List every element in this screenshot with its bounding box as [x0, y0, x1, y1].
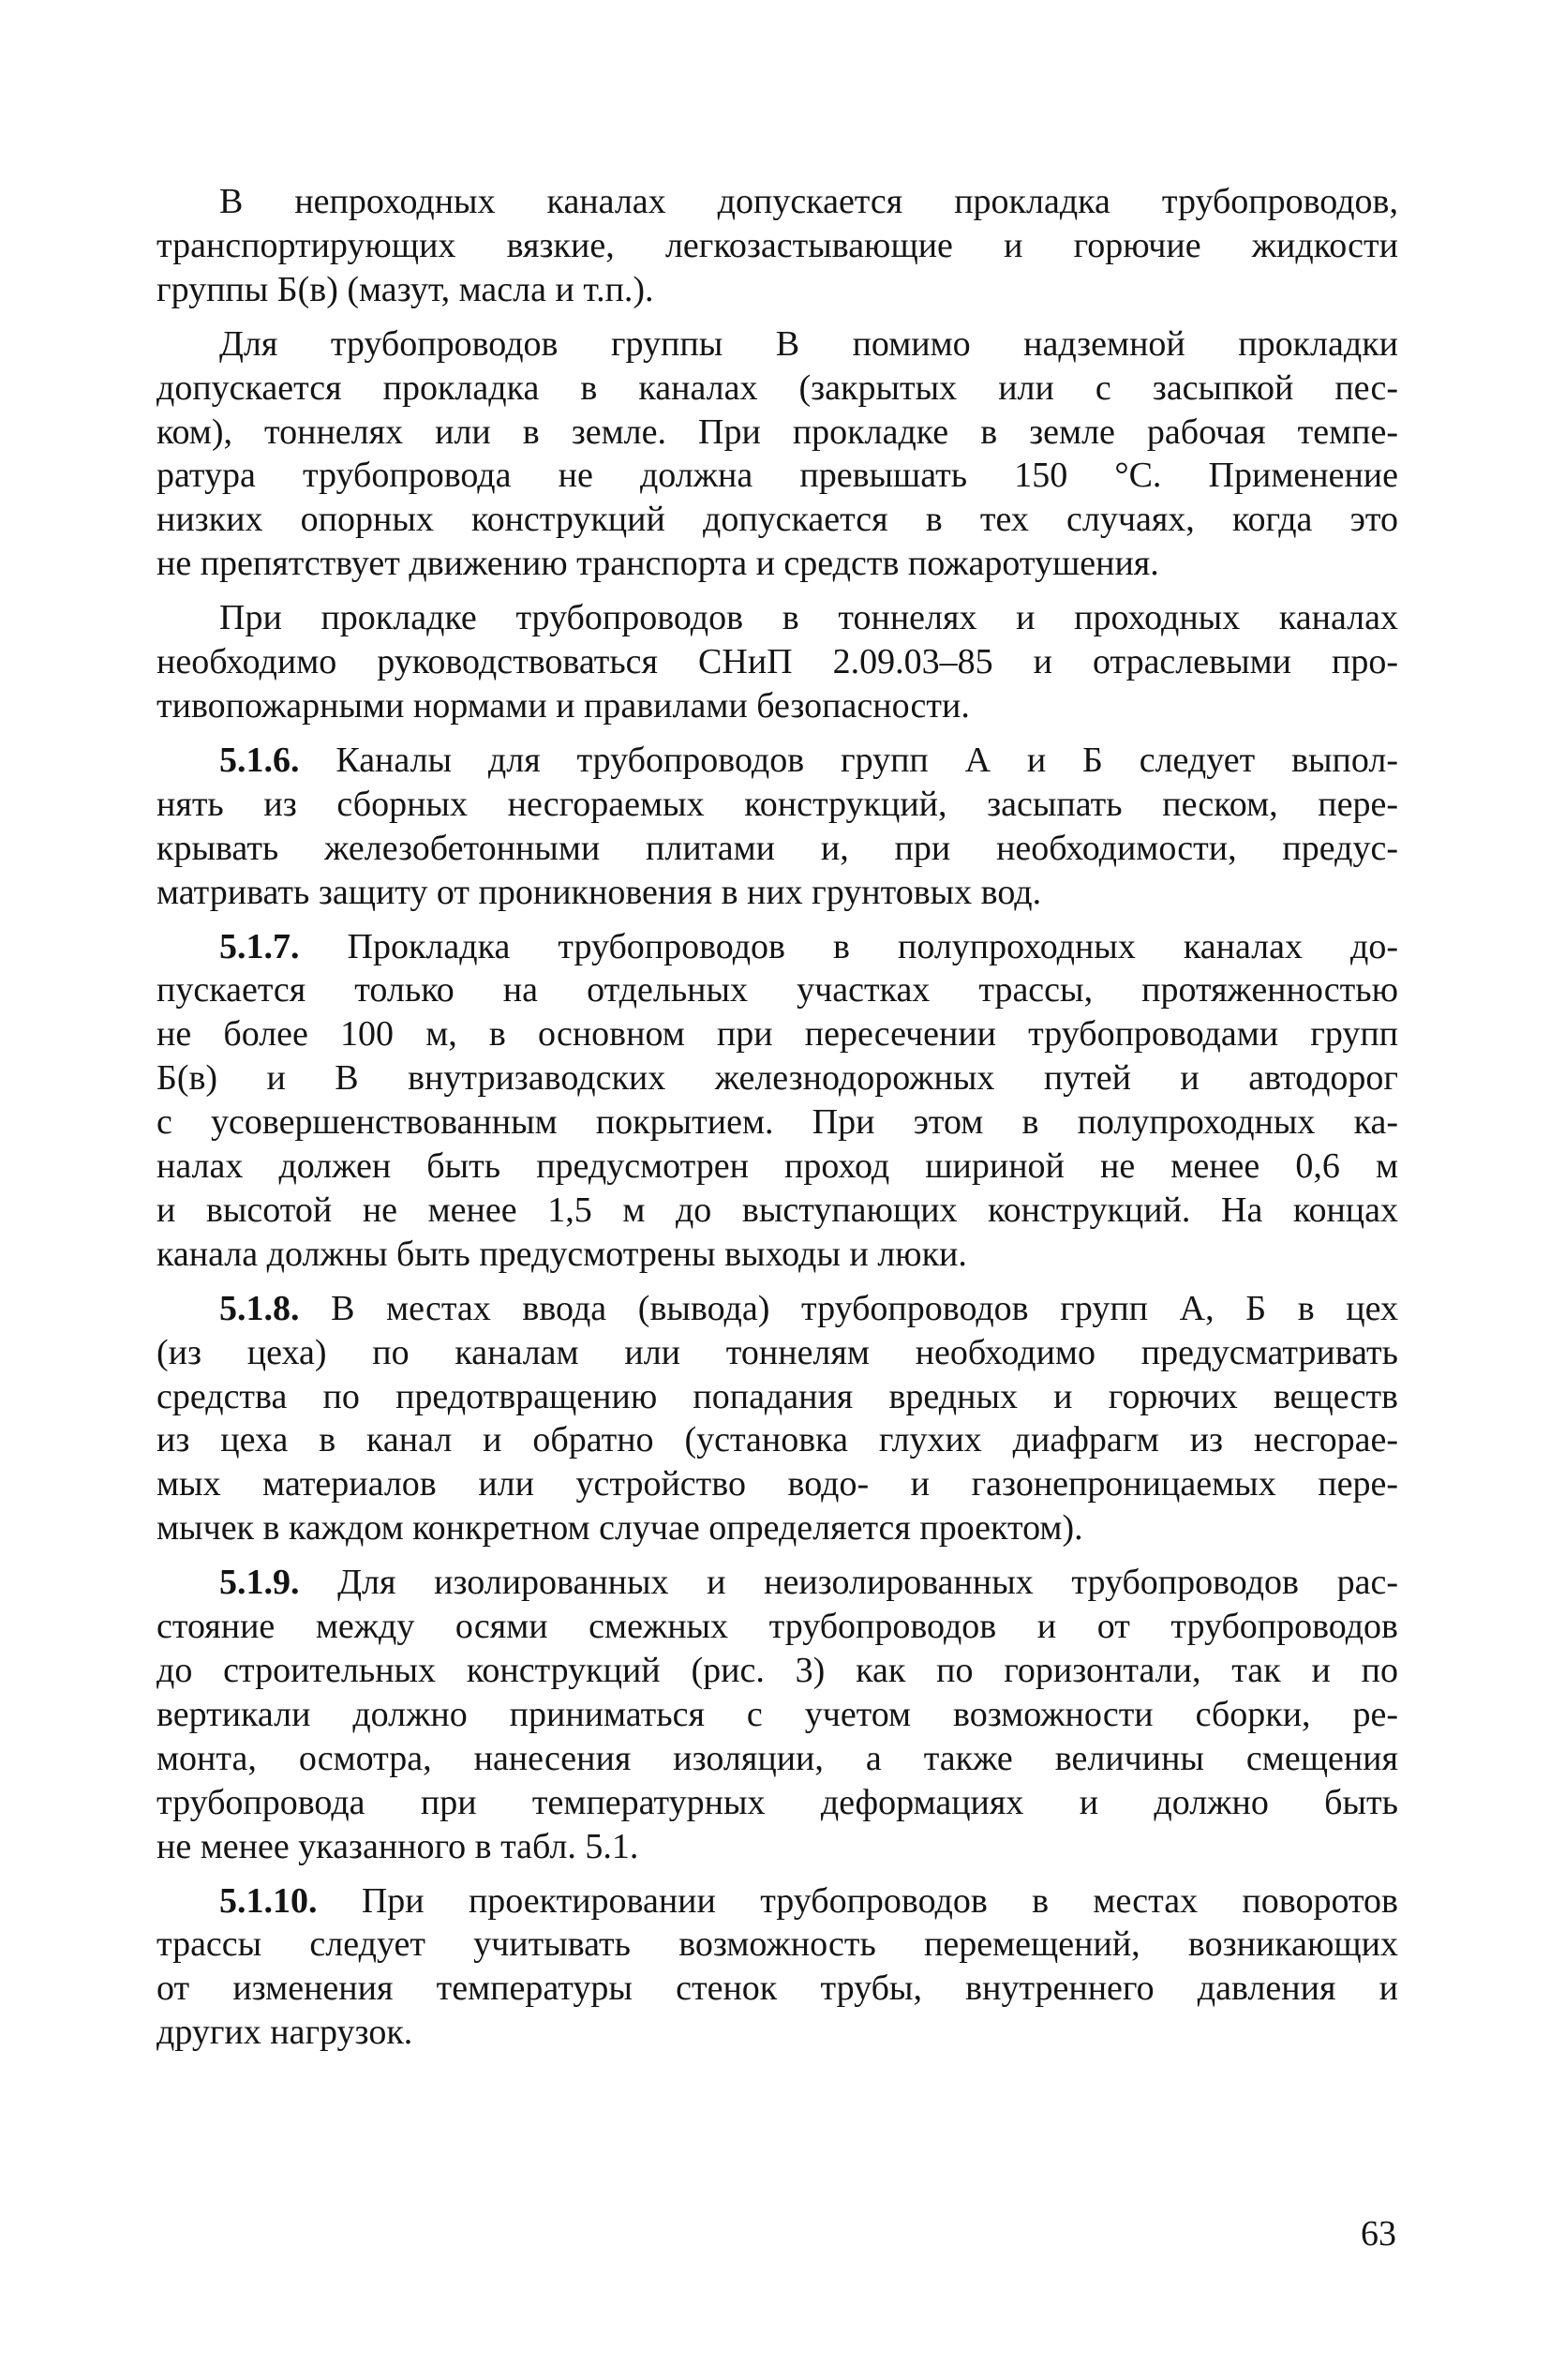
line-text: трассы следует учитывать возможность перемещений, возникающих [156, 1924, 1398, 1965]
text-line [156, 1605, 1398, 1649]
line-text: Прокладка трубопроводов в полупроходных каналах до- [299, 926, 1398, 966]
text-line [156, 454, 1398, 498]
section-number: 5.1.7. [219, 926, 300, 966]
text-line [156, 1189, 1398, 1233]
line-text: тивопожарными нормами и правилами безопасности. [156, 685, 970, 726]
line-text: При прокладке трубопроводов в тоннелях и проходных каналах [219, 598, 1398, 638]
line-text: канала должны быть предусмотрены выходы и люки. [156, 1234, 967, 1274]
text-line [156, 1879, 1398, 1923]
line-text: не более 100 м, в основном при пересечении трубопроводами групп [156, 1014, 1398, 1055]
line-text: налах должен быть предусмотрен проход шириной не менее 0,6 м [156, 1146, 1398, 1187]
paragraph [156, 1287, 1398, 1550]
paragraph [156, 1879, 1398, 2056]
text-line [156, 1418, 1398, 1462]
line-text: средства по предотвращению попадания вредных и горючих веществ [156, 1376, 1398, 1416]
section-number: 5.1.8. [219, 1288, 300, 1328]
line-text: до строительных конструкций (рис. 3) как по горизонтали, так и по [156, 1651, 1398, 1690]
line-text: Каналы для трубопроводов групп А и Б следует выпол- [299, 740, 1398, 780]
paragraph [156, 925, 1398, 1277]
line-text: мых материалов или устройство водо- и газонепроницаемых пере- [156, 1464, 1398, 1504]
line-text: Для изолированных и неизолированных трубопроводов рас- [299, 1563, 1398, 1603]
line-text: необходимо руководствоваться СНиП 2.09.03–85 и отраслевыми про- [156, 642, 1398, 682]
section-number: 5.1.10. [219, 1880, 318, 1921]
text-line [156, 783, 1398, 827]
line-text: Для трубопроводов группы В помимо надземной прокладки [219, 323, 1398, 364]
line-text: и высотой не менее 1,5 м до выступающих конструкций. На концах [156, 1190, 1398, 1230]
line-text: из цеха в канал и обратно (установка глухих диафрагм из несгорае- [156, 1420, 1398, 1460]
section-number: 5.1.6. [219, 740, 300, 780]
text-line [156, 1145, 1398, 1189]
paragraph [156, 596, 1398, 728]
line-text: других нагрузок. [156, 2013, 413, 2053]
line-text: В непроходных каналах допускается прокладка трубопроводов, [219, 182, 1398, 221]
text-line [156, 1649, 1398, 1693]
section-number: 5.1.9. [219, 1563, 300, 1603]
line-text: Б(в) и В внутризаводских железнодорожных путей и автодорог [156, 1058, 1398, 1099]
text-line [156, 1781, 1398, 1825]
line-text: При проектировании трубопроводов в местах поворотов [317, 1880, 1398, 1921]
line-text: низких опорных конструкций допускается в тех случаях, когда это [156, 500, 1398, 540]
paragraph [156, 322, 1398, 586]
text-line [156, 367, 1398, 411]
line-text: допускается прокладка в каналах (закрытых или с засыпкой пес- [156, 367, 1398, 408]
text-line [156, 871, 1398, 915]
line-text: пускается только на отдельных участках трассы, протяженностью [156, 970, 1398, 1010]
text-line [156, 542, 1398, 586]
line-text: трубопровода при температурных деформациях и должно быть [156, 1782, 1398, 1822]
text-line [156, 1967, 1398, 2011]
line-text: ком), тоннелях или в земле. При прокладке в земле рабочая темпе- [156, 412, 1398, 452]
paragraph [156, 180, 1398, 312]
line-text: вертикали должно приниматься с учетом возможности сборки, ре- [156, 1694, 1398, 1734]
text-line [156, 1462, 1398, 1506]
text-line [156, 411, 1398, 455]
text-line [156, 1923, 1398, 1967]
text-line [156, 1737, 1398, 1781]
line-text: не препятствует движению транспорта и средств пожаротушения. [156, 544, 1159, 584]
line-text: нять из сборных несгораемых конструкций, засыпать песком, пере- [156, 784, 1398, 824]
text-line [156, 827, 1398, 871]
text-line [156, 1506, 1398, 1550]
text-line [156, 224, 1398, 268]
text-line [156, 1287, 1398, 1331]
line-text: не менее указанного в табл. 5.1. [156, 1826, 639, 1866]
page-number: 63 [1361, 2214, 1396, 2253]
line-text: В местах ввода (вывода) трубопроводов групп А, Б в цех [299, 1288, 1398, 1328]
text-line [156, 1331, 1398, 1375]
text-line [156, 2011, 1398, 2055]
line-text: матривать защиту от проникновения в них грунтовых вод. [156, 872, 1042, 912]
page-text [156, 180, 1398, 2065]
text-line [156, 322, 1398, 367]
line-text: группы Б(в) (мазут, масла и т.п.). [156, 269, 654, 309]
line-text: транспортирующих вязкие, легкозастывающие и горючие жидкости [156, 225, 1398, 265]
line-text: от изменения температуры стенок трубы, внутреннего давления и [156, 1968, 1398, 2009]
text-line [156, 968, 1398, 1012]
text-line [156, 1233, 1398, 1277]
text-line [156, 1056, 1398, 1100]
line-text: монта, осмотра, нанесения изоляции, а также величины смещения [156, 1738, 1398, 1778]
line-text: стояние между осями смежных трубопроводов и от трубопроводов [156, 1607, 1398, 1647]
text-line [156, 596, 1398, 640]
text-line [156, 1561, 1398, 1605]
text-line [156, 498, 1398, 542]
text-line [156, 684, 1398, 728]
line-text: мычек в каждом конкретном случае определяется проектом). [156, 1508, 1083, 1549]
line-text: с усовершенствованным покрытием. При этом в полупроходных ка- [156, 1102, 1398, 1143]
text-line [156, 180, 1398, 224]
text-line [156, 1012, 1398, 1056]
text-line [156, 1100, 1398, 1145]
paragraph [156, 1561, 1398, 1868]
paragraph [156, 739, 1398, 915]
text-line [156, 1825, 1398, 1869]
text-line [156, 268, 1398, 312]
text-line [156, 640, 1398, 684]
text-line [156, 925, 1398, 969]
line-text: (из цеха) по каналам или тоннелям необходимо предусматривать [156, 1332, 1398, 1372]
line-text: ратура трубопровода не должна превышать 150 °С. Применение [156, 456, 1398, 496]
text-line [156, 739, 1398, 783]
text-line [156, 1693, 1398, 1737]
line-text: крывать железобетонными плитами и, при необходимости, предус- [156, 828, 1398, 868]
text-line [156, 1375, 1398, 1419]
